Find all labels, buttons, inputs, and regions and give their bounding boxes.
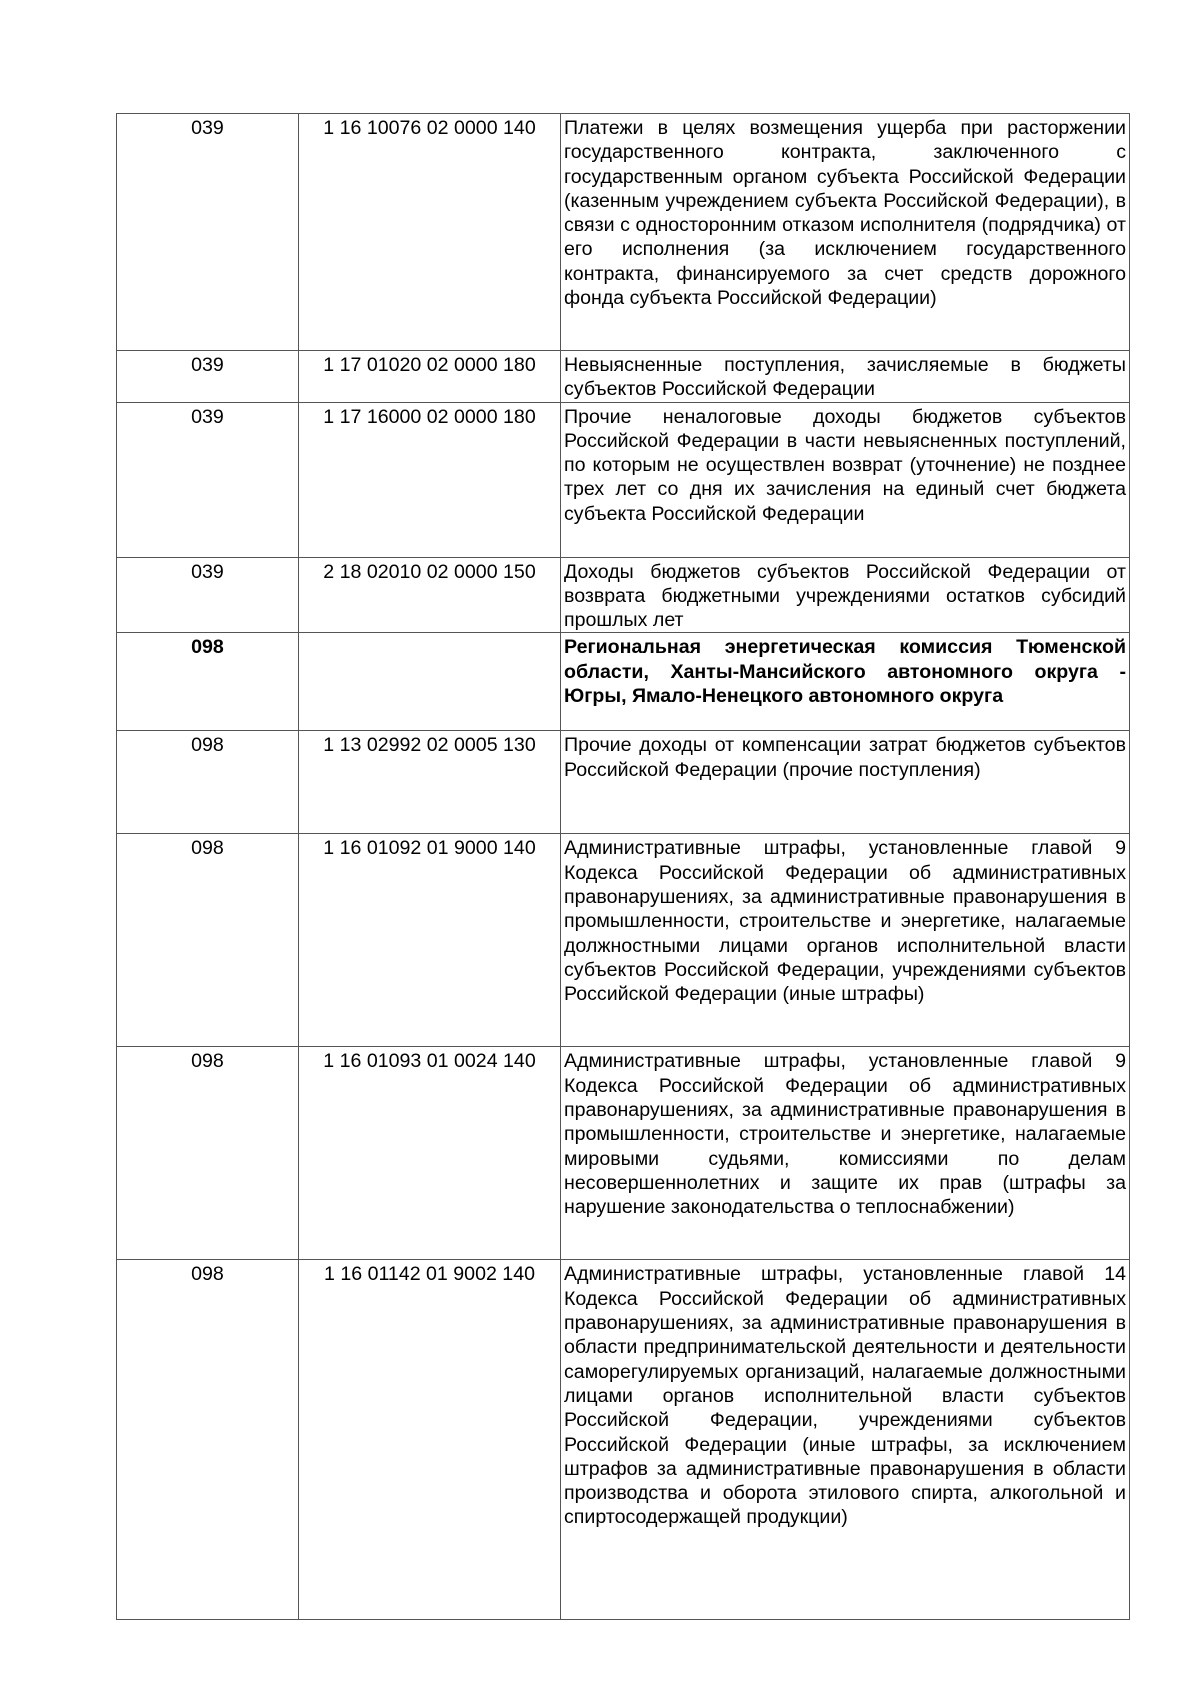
admin-code-cell: 039 [117, 351, 299, 403]
table-row [117, 557, 1130, 633]
budget-code-cell: 1 17 16000 02 0000 180 [299, 402, 561, 557]
budget-code-cell [299, 633, 561, 731]
admin-code-cell: 039 [117, 114, 299, 351]
budget-code-cell: 1 16 01092 01 9000 140 [299, 834, 561, 1047]
table-row [117, 834, 1130, 1047]
revenue-name-cell: Прочие доходы от компенсации затрат бюджетов субъектов Российской Федерации (прочие поступления) [561, 731, 1130, 834]
table-row [117, 402, 1130, 557]
admin-code-cell: 098 [117, 1260, 299, 1620]
admin-code-cell: 039 [117, 402, 299, 557]
revenue-name-cell: Административные штрафы, установленные главой 14 Кодекса Российской Федерации об административных правонарушениях, за административные правонарушения в области предпринимательской деятельности и деятельности саморегулируемых организаций, налагаемые должностными лицами органов исполнительной власти субъектов Российской Федерации, учреждениями субъектов Российской Федерации (иные штрафы, за исключением штрафов за административные правонарушения в области производства и оборота этилового спирта, алкогольной и спиртосодержащей продукции) [561, 1260, 1130, 1620]
document-page [116, 113, 1129, 1620]
administrator-name-cell: Региональная энергетическая комиссия Тюменской области, Ханты-Мансийского автономного округа - Югры, Ямало-Ненецкого автономного округа [561, 633, 1130, 731]
admin-code-cell: 098 [117, 731, 299, 834]
budget-code-cell: 2 18 02010 02 0000 150 [299, 557, 561, 633]
revenue-codes-table [116, 113, 1130, 1620]
table-row [117, 351, 1130, 403]
admin-code-cell: 098 [117, 834, 299, 1047]
table-row [117, 114, 1130, 351]
revenue-name-cell: Невыясненные поступления, зачисляемые в бюджеты субъектов Российской Федерации [561, 351, 1130, 403]
budget-code-cell: 1 16 10076 02 0000 140 [299, 114, 561, 351]
table-row [117, 1260, 1130, 1620]
table-row [117, 1047, 1130, 1260]
revenue-name-cell: Прочие неналоговые доходы бюджетов субъектов Российской Федерации в части невыясненных поступлений, по которым не осуществлен возврат (уточнение) не позднее трех лет со дня их зачисления на единый счет бюджета субъекта Российской Федерации [561, 402, 1130, 557]
table-row-section-header [117, 633, 1130, 731]
budget-code-cell: 1 17 01020 02 0000 180 [299, 351, 561, 403]
admin-code-cell: 098 [117, 633, 299, 731]
budget-code-cell: 1 16 01142 01 9002 140 [299, 1260, 561, 1620]
revenue-name-cell: Административные штрафы, установленные главой 9 Кодекса Российской Федерации об административных правонарушениях, за административные правонарушения в промышленности, строительстве и энергетике, налагаемые мировыми судьями, комиссиями по делам несовершеннолетних и защите их прав (штрафы за нарушение законодательства о теплоснабжении) [561, 1047, 1130, 1260]
admin-code-cell: 039 [117, 557, 299, 633]
revenue-name-cell: Административные штрафы, установленные главой 9 Кодекса Российской Федерации об административных правонарушениях, за административные правонарушения в промышленности, строительстве и энергетике, налагаемые должностными лицами органов исполнительной власти субъектов Российской Федерации, учреждениями субъектов Российской Федерации (иные штрафы) [561, 834, 1130, 1047]
table-row [117, 731, 1130, 834]
admin-code-cell: 098 [117, 1047, 299, 1260]
revenue-name-cell: Платежи в целях возмещения ущерба при расторжении государственного контракта, заключенного с государственным органом субъекта Российской Федерации (казенным учреждением субъекта Российской Федерации), в связи с односторонним отказом исполнителя (подрядчика) от его исполнения (за исключением государственного контракта, финансируемого за счет средств дорожного фонда субъекта Российской Федерации) [561, 114, 1130, 351]
revenue-name-cell: Доходы бюджетов субъектов Российской Федерации от возврата бюджетными учреждениями остатков субсидий прошлых лет [561, 557, 1130, 633]
budget-code-cell: 1 13 02992 02 0005 130 [299, 731, 561, 834]
budget-code-cell: 1 16 01093 01 0024 140 [299, 1047, 561, 1260]
